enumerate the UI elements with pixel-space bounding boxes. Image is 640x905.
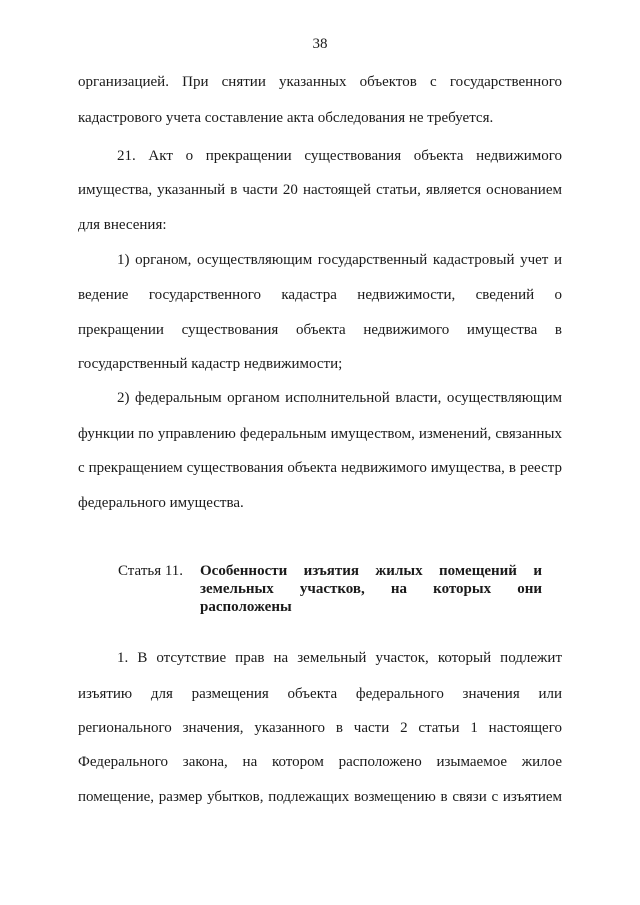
text-line: прекращении существования объекта недвижимого имущества в	[78, 322, 562, 338]
text-line: государственный кадастр недвижимости;	[78, 356, 343, 372]
text-line: с прекращением существования объекта недвижимого имущества, в реестр	[78, 460, 562, 476]
text-line: 21. Акт о прекращении существования объекта недвижимого	[117, 148, 562, 164]
page-number: 38	[312, 36, 328, 52]
text-line: кадастрового учета составление акта обследования не требуется.	[78, 110, 494, 126]
article-title-line: расположены	[200, 599, 292, 615]
article-title-line: Особенности изъятия жилых помещений и	[200, 563, 542, 579]
text-line: 2) федеральным органом исполнительной власти, осуществляющим	[117, 390, 562, 406]
text-line: для внесения:	[78, 217, 167, 233]
article-label: Статья 11.	[118, 563, 184, 579]
article-title-line: земельных участков, на которых они	[200, 581, 542, 597]
text-line: 1) органом, осуществляющим государственный кадастровый учет и	[117, 252, 562, 268]
text-line: организацией. При снятии указанных объектов с государственного	[78, 74, 562, 90]
text-line: имущества, указанный в части 20 настоящей статьи, является основанием	[78, 182, 562, 198]
text-line: регионального значения, указанного в части 2 статьи 1 настоящего	[78, 720, 562, 736]
text-line: Федерального закона, на котором расположено изымаемое жилое	[78, 754, 562, 770]
text-line: помещение, размер убытков, подлежащих возмещению в связи с изъятием	[78, 789, 562, 805]
text-line: 1. В отсутствие прав на земельный участок, который подлежит	[117, 650, 562, 666]
text-line: функции по управлению федеральным имуществом, изменений, связанных	[78, 426, 562, 442]
article-title	[200, 562, 542, 616]
text-line: изъятию для размещения объекта федерального значения или	[78, 686, 562, 702]
text-line: федерального имущества.	[78, 495, 244, 511]
text-line: ведение государственного кадастра недвижимости, сведений о	[78, 287, 562, 303]
